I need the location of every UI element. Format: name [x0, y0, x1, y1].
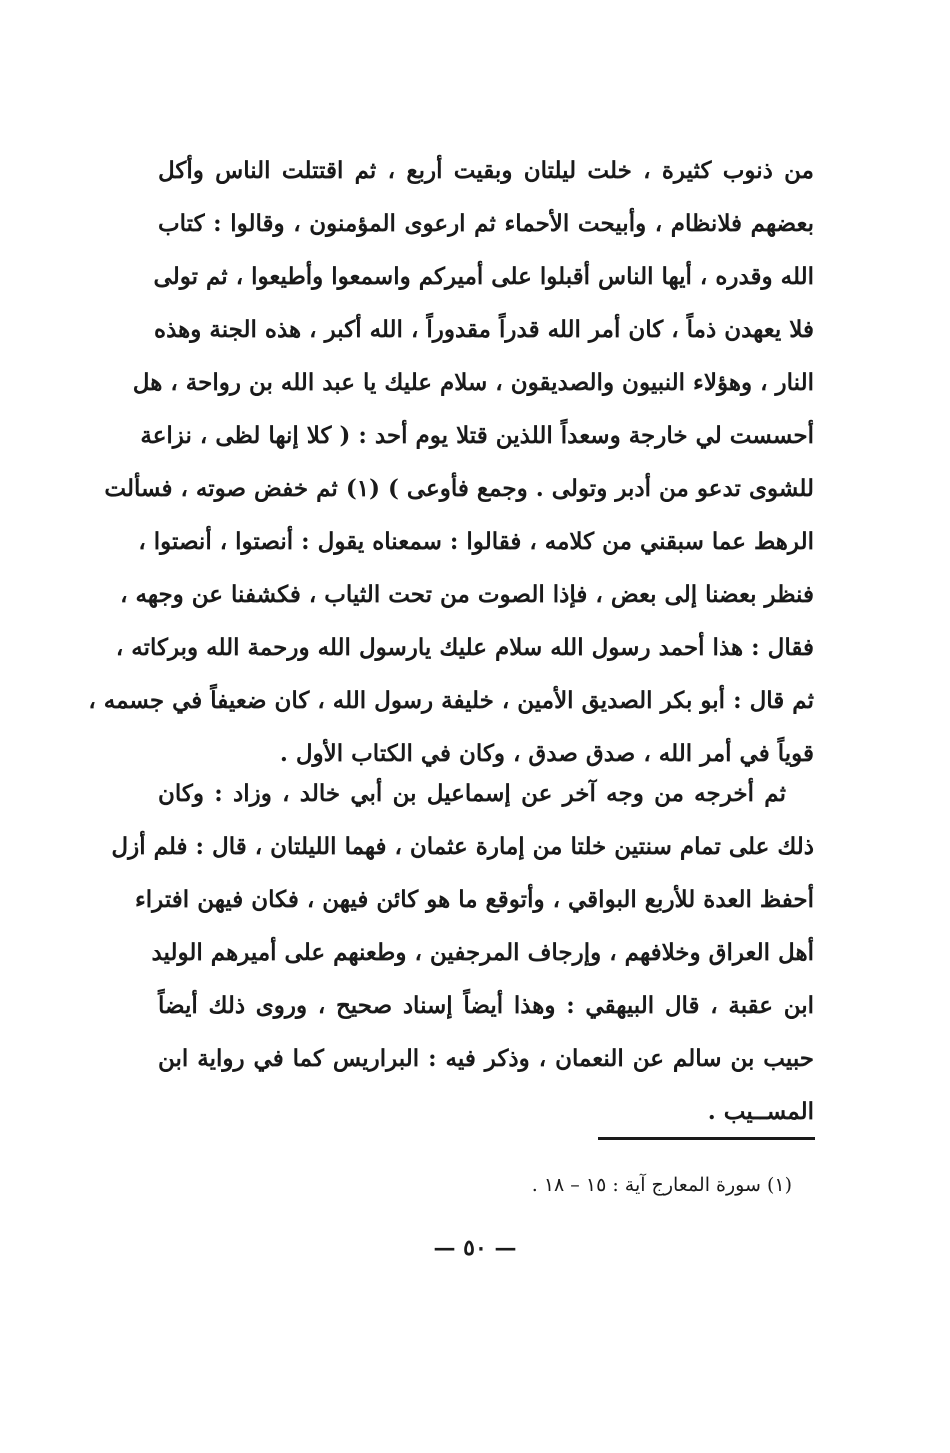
- paragraph-1: [88, 144, 814, 780]
- text-line: ذلك على تمام سنتين خلتا من إمارة عثمان ، فهما الليلتان ، قال : فلم أزل: [111, 833, 814, 860]
- text-line: للشوى تدعو من أدبر وتولى . وجمع فأوعى ) (١) ثم خفض صوته ، فسألت: [104, 475, 814, 502]
- text-line: المســيب .: [707, 1098, 814, 1125]
- text-line: ابن عقبة ، قال البيهقي : وهذا أيضاً إسناد صحيح ، وروى ذلك أيضاً: [158, 992, 814, 1019]
- paragraph-2: [111, 767, 814, 1138]
- footnote: (١) سورة المعارج آية : ١٥ – ١٨ .: [531, 1174, 792, 1196]
- text-line: من ذنوب كثيرة ، خلت ليلتان وبقيت أربع ، ثم اقتتلت الناس وأكل: [158, 157, 814, 184]
- text-line: فلا يعهدن ذماً ، كان أمر الله قدراً مقدوراً ، الله أكبر ، هذه الجنة وهذه: [154, 316, 814, 343]
- text-line: ثم قال : أبو بكر الصديق الأمين ، خليفة رسول الله ، كان ضعيفاً في جسمه ،: [88, 687, 814, 714]
- text-line: الله وقدره ، أيها الناس أقبلوا على أميركم واسمعوا وأطيعوا ، ثم تولى: [153, 263, 814, 290]
- text-line: أحفظ العدة للأربع البواقي ، وأتوقع ما هو كائن فيهن ، فكان فيهن افتراء: [134, 886, 814, 913]
- text-line: حبيب بن سالم عن النعمان ، وذكر فيه : البراريس كما في رواية ابن: [158, 1045, 814, 1072]
- text-line: ثم أخرجه من وجه آخر عن إسماعيل بن أبي خالد ، وزاد : وكان: [158, 780, 786, 807]
- text-line: النار ، وهؤلاء النبيون والصديقون ، سلام عليك يا عبد الله بن رواحة ، هل: [132, 369, 814, 396]
- page-number: — ٥٠ —: [433, 1235, 517, 1261]
- text-line: بعضهم فلانظام ، وأبيحت الأحماء ثم ارعوى المؤمنون ، وقالوا : كتاب: [158, 210, 814, 237]
- text-line: أهل العراق وخلافهم ، وإرجاف المرجفين ، وطعنهم على أميرهم الوليد: [151, 939, 814, 966]
- footnote-divider: [598, 1137, 815, 1140]
- text-line: أحسست لي خارجة وسعداً اللذين قتلا يوم أحد : ( كلا إنها لظى ، نزاعة: [140, 422, 814, 449]
- text-line: قوياً في أمر الله ، صدق صدق ، وكان في الكتاب الأول .: [279, 740, 814, 767]
- text-line: فقال : هذا أحمد رسول الله سلام عليك يارسول الله ورحمة الله وبركاته ،: [115, 634, 814, 661]
- text-line: فنظر بعضنا إلى بعض ، فإذا الصوت من تحت الثياب ، فكشفنا عن وجهه ،: [120, 581, 814, 608]
- text-line: الرهط عما سبقني من كلامه ، فقالوا : سمعناه يقول : أنصتوا ، أنصتوا ،: [138, 528, 814, 555]
